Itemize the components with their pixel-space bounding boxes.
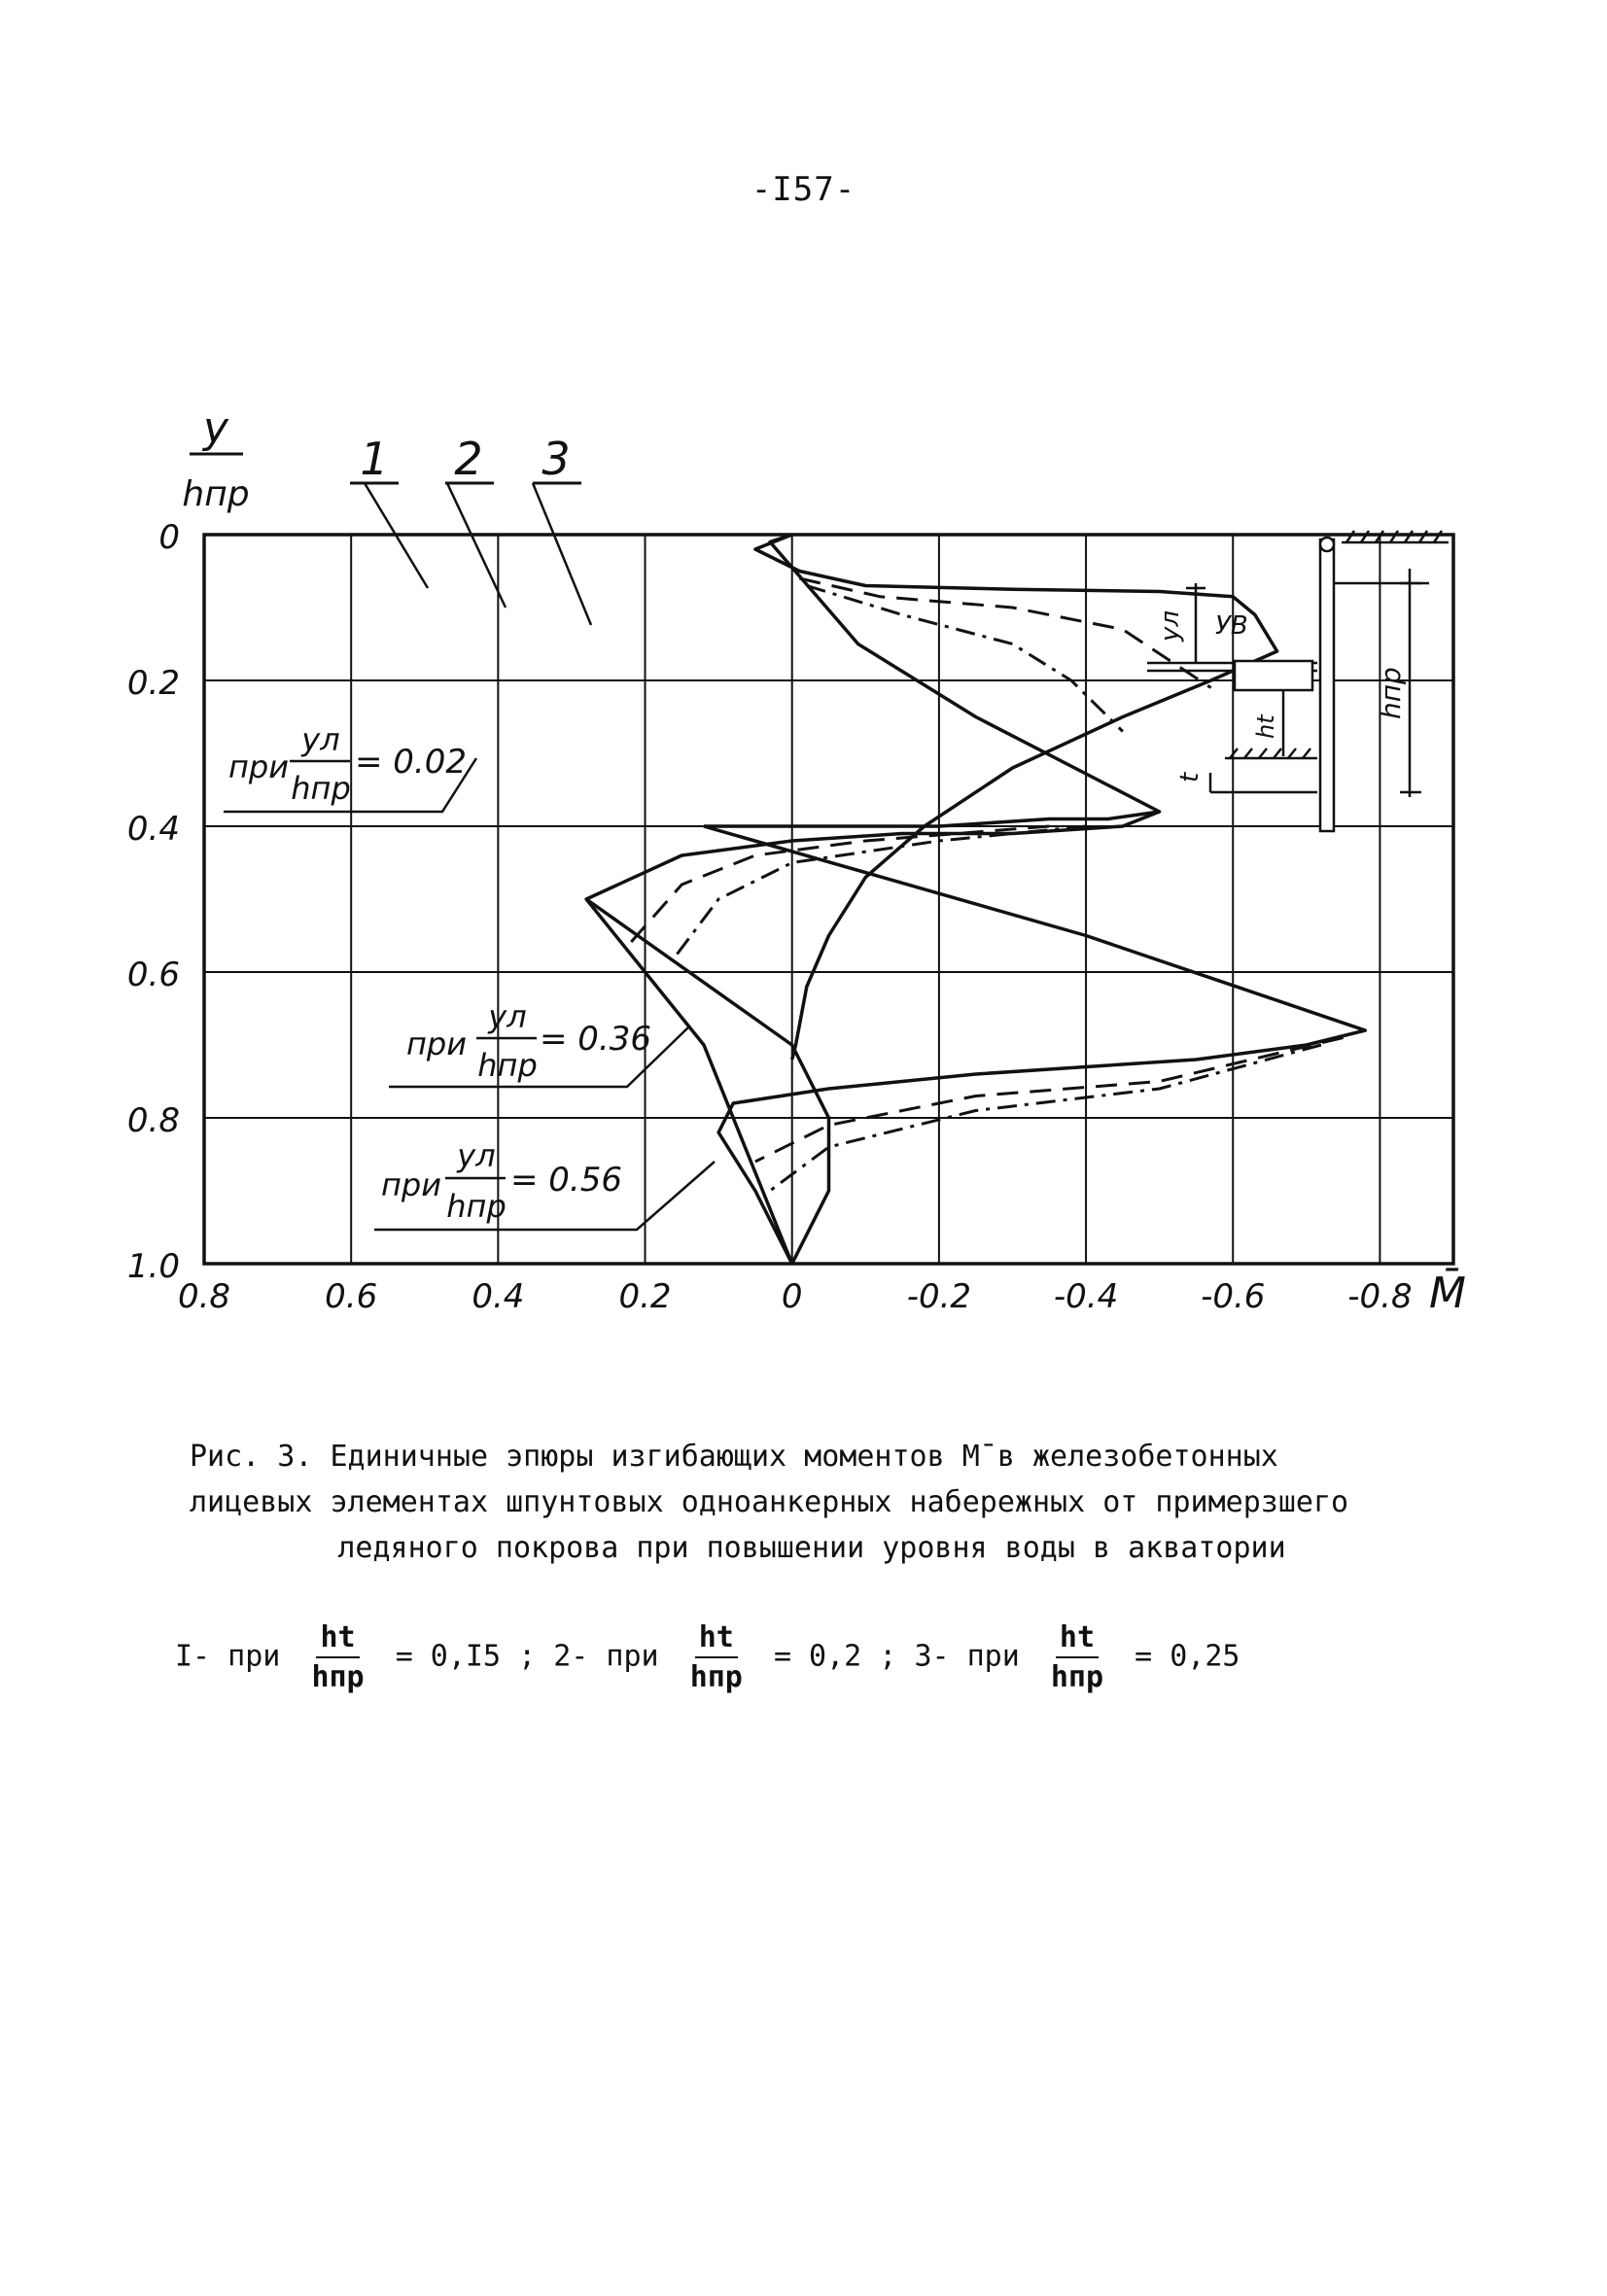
svg-text:при: при	[228, 748, 290, 785]
chart-curves	[586, 535, 1365, 1264]
caption-line-3: ледяного покрова при повышении уровня воды в акватории	[337, 1531, 1286, 1565]
page-number: -I57-	[751, 170, 856, 209]
svg-text:= 0.56: = 0.56	[510, 1161, 622, 1200]
annotation-yl-0.56	[374, 1137, 715, 1230]
x-tick-label: 0.8	[177, 1277, 231, 1316]
svg-text:yл: yл	[1156, 609, 1185, 642]
series-line-3	[675, 826, 1086, 957]
svg-text:при: при	[381, 1166, 442, 1203]
x-tick-label: 0	[781, 1277, 803, 1316]
caption-legend	[175, 1604, 1240, 1711]
svg-text:при: при	[406, 1026, 468, 1062]
series-line-1	[586, 812, 1160, 1264]
svg-text:= 0.36: = 0.36	[540, 1020, 651, 1059]
x-tick-label: -0.4	[1053, 1277, 1119, 1316]
legend-item-2: 2- при $\frac{ht}{\text{hпр}}$ = 0,2 ;	[553, 1620, 897, 1694]
svg-text:hпр: hпр	[291, 770, 351, 807]
svg-text:y: y	[202, 403, 229, 453]
y-tick-label: 0.2	[126, 664, 180, 703]
svg-text:hпр: hпр	[446, 1188, 507, 1225]
svg-text:t: t	[1175, 772, 1205, 783]
x-axis-label: M̄	[1429, 1269, 1466, 1318]
y-tick-label: 0	[158, 518, 180, 557]
y-tick-label: 0.8	[126, 1101, 180, 1140]
svg-text:hпр: hпр	[477, 1047, 538, 1084]
svg-text:hпр: hпр	[182, 474, 250, 514]
series-line-1	[586, 899, 792, 1264]
y-tick-label: 0.6	[126, 956, 180, 994]
y-tick-label: 0.4	[126, 810, 180, 849]
series-line-1	[704, 826, 1365, 1264]
series-line-2	[630, 826, 1049, 943]
y-tick-labels	[127, 518, 180, 1286]
svg-text:yл: yл	[457, 1137, 496, 1174]
annotation-yl-0.02	[224, 721, 476, 812]
x-tick-labels	[178, 1277, 1413, 1316]
legend-item-1: I- при $\frac{ht}{\text{hпр}}$ = 0,I5 ;	[175, 1620, 537, 1694]
legend-item-3: 3- при $\frac{ht}{\text{hпр}}$ = 0,25	[914, 1620, 1240, 1694]
x-tick-label: -0.2	[906, 1277, 972, 1316]
x-tick-label: -0.6	[1201, 1277, 1266, 1316]
svg-text:hпр: hпр	[1375, 667, 1407, 719]
figure-caption	[190, 1434, 1453, 1571]
x-tick-label: 0.4	[472, 1277, 525, 1316]
caption-line-1: Рис. 3. Единичные эпюры изгибающих моментов М̄ в железобетонных	[190, 1440, 1278, 1474]
series-label-2: 2	[454, 433, 483, 485]
series-label-3: 3	[541, 433, 571, 485]
svg-text:= 0.02: = 0.02	[355, 743, 467, 782]
series-label-1: 1	[360, 433, 389, 485]
inset-labels	[1156, 610, 1407, 783]
svg-text:ht: ht	[1252, 714, 1279, 739]
x-tick-label: 0.2	[618, 1277, 672, 1316]
y-axis-label	[182, 403, 249, 514]
x-tick-label: 0.6	[325, 1277, 378, 1316]
caption-line-2: лицевых элементах шпунтовых одноанкерных набережных от примерзшего	[190, 1485, 1349, 1519]
y-tick-label: 1.0	[126, 1247, 180, 1286]
svg-text:УВ: УВ	[1215, 611, 1248, 641]
x-tick-label: -0.8	[1347, 1277, 1413, 1316]
svg-text:yл: yл	[301, 721, 340, 758]
svg-text:yл: yл	[488, 998, 527, 1035]
series-line-2	[755, 1038, 1344, 1163]
series-labels	[350, 433, 591, 625]
